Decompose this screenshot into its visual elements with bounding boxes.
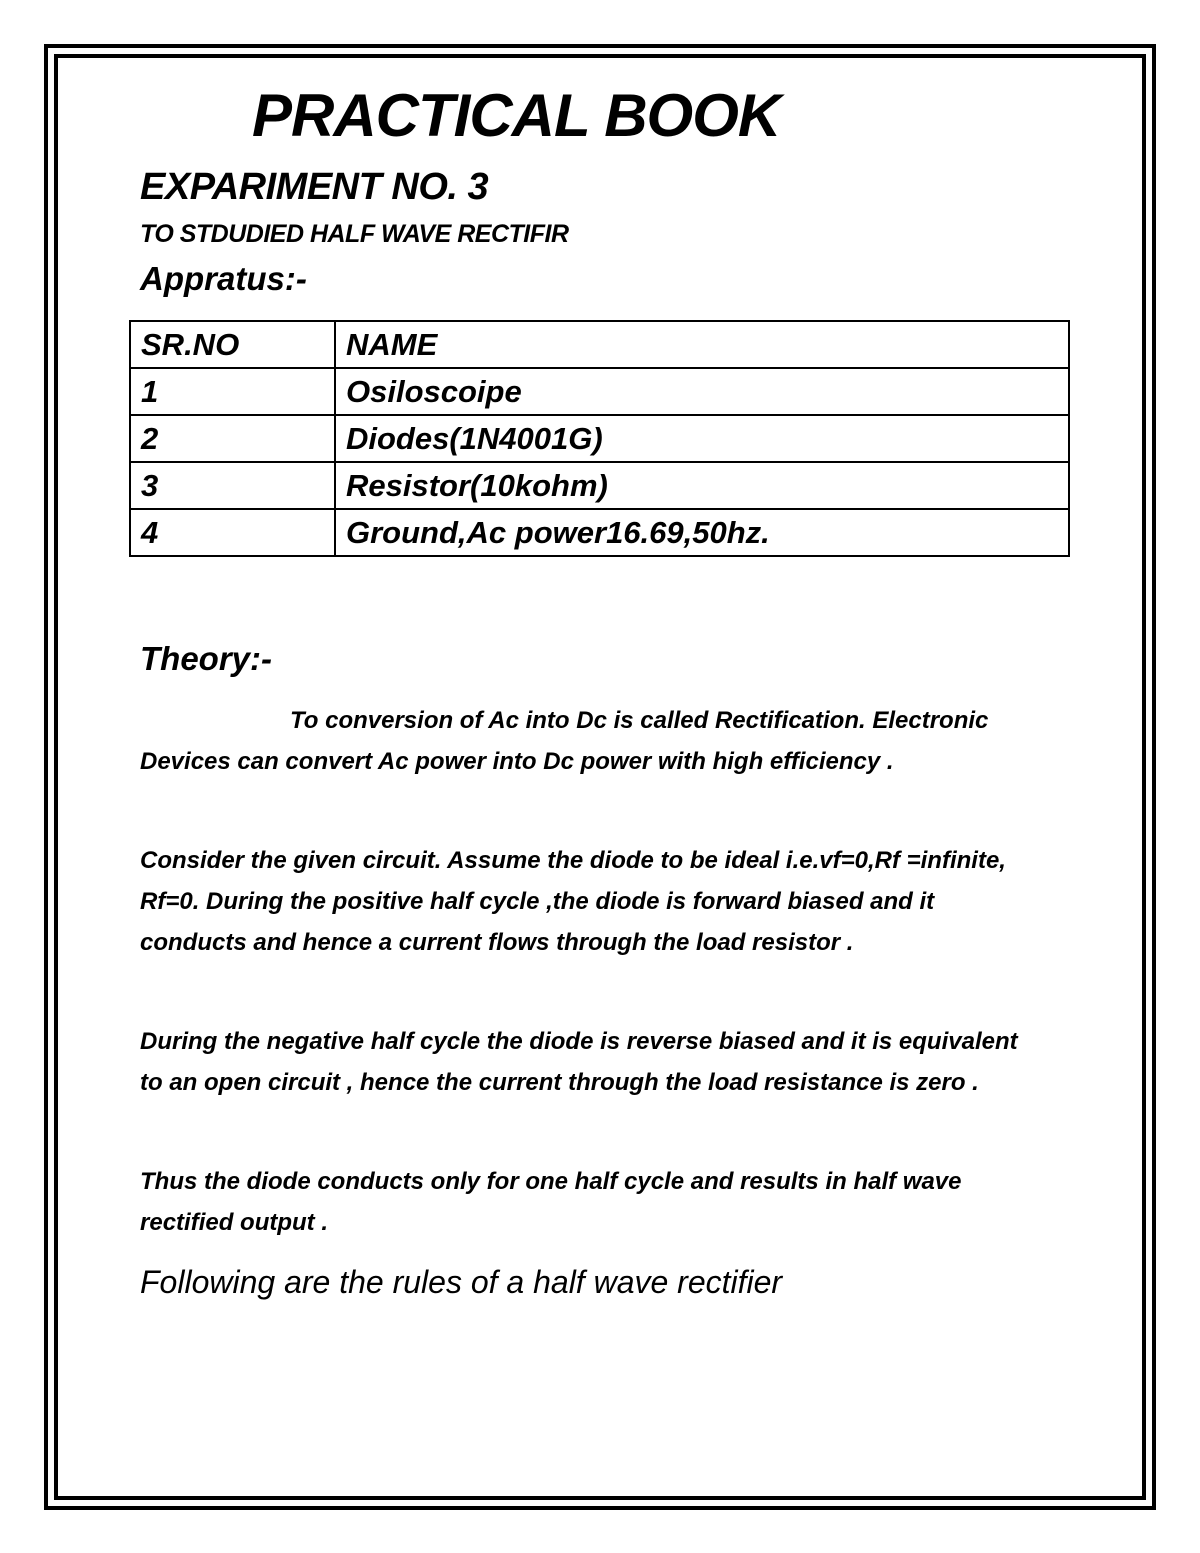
cell-sr-no: 2	[130, 415, 335, 462]
header-name: NAME	[335, 321, 1069, 368]
apparatus-table	[129, 320, 1070, 557]
table-header-row	[130, 321, 1069, 368]
table-row	[130, 462, 1069, 509]
theory-paragraph: Thus the diode conducts only for one half cycle and results in half wave rectified output .	[140, 1168, 962, 1236]
rules-heading: Following are the rules of a half wave rectifier	[140, 1264, 783, 1300]
header-sr-no: SR.NO	[130, 321, 335, 368]
theory-paragraph: During the negative half cycle the diode is reverse biased and it is equivalent to an open circuit , hence the current through the load resistance is zero .	[140, 1028, 1018, 1096]
cell-name: Ground,Ac power16.69,50hz.	[335, 509, 1069, 556]
experiment-subtitle: TO STDUDIED HALF WAVE RECTIFIR	[140, 220, 569, 248]
document-title: PRACTICAL BOOK	[252, 82, 781, 149]
cell-name: Resistor(10kohm)	[335, 462, 1069, 509]
theory-paragraph: To conversion of Ac into Dc is called Rectification. Electronic Devices can convert Ac power into Dc power with high efficiency .	[140, 707, 989, 775]
cell-name: Diodes(1N4001G)	[335, 415, 1069, 462]
table-row	[130, 368, 1069, 415]
experiment-title: EXPARIMENT NO. 3	[140, 166, 489, 208]
apparatus-heading: Appratus:-	[140, 260, 307, 297]
table-row	[130, 509, 1069, 556]
cell-sr-no: 3	[130, 462, 335, 509]
cell-name: Osiloscoipe	[335, 368, 1069, 415]
theory-heading: Theory:-	[140, 640, 272, 677]
cell-sr-no: 4	[130, 509, 335, 556]
cell-sr-no: 1	[130, 368, 335, 415]
table-row	[130, 415, 1069, 462]
theory-paragraph: Consider the given circuit. Assume the diode to be ideal i.e.vf=0,Rf =infinite, Rf=0. During the positive half cycle ,the diode is forward biased and it conducts and hence a current flows through the load resistor .	[140, 847, 1006, 956]
